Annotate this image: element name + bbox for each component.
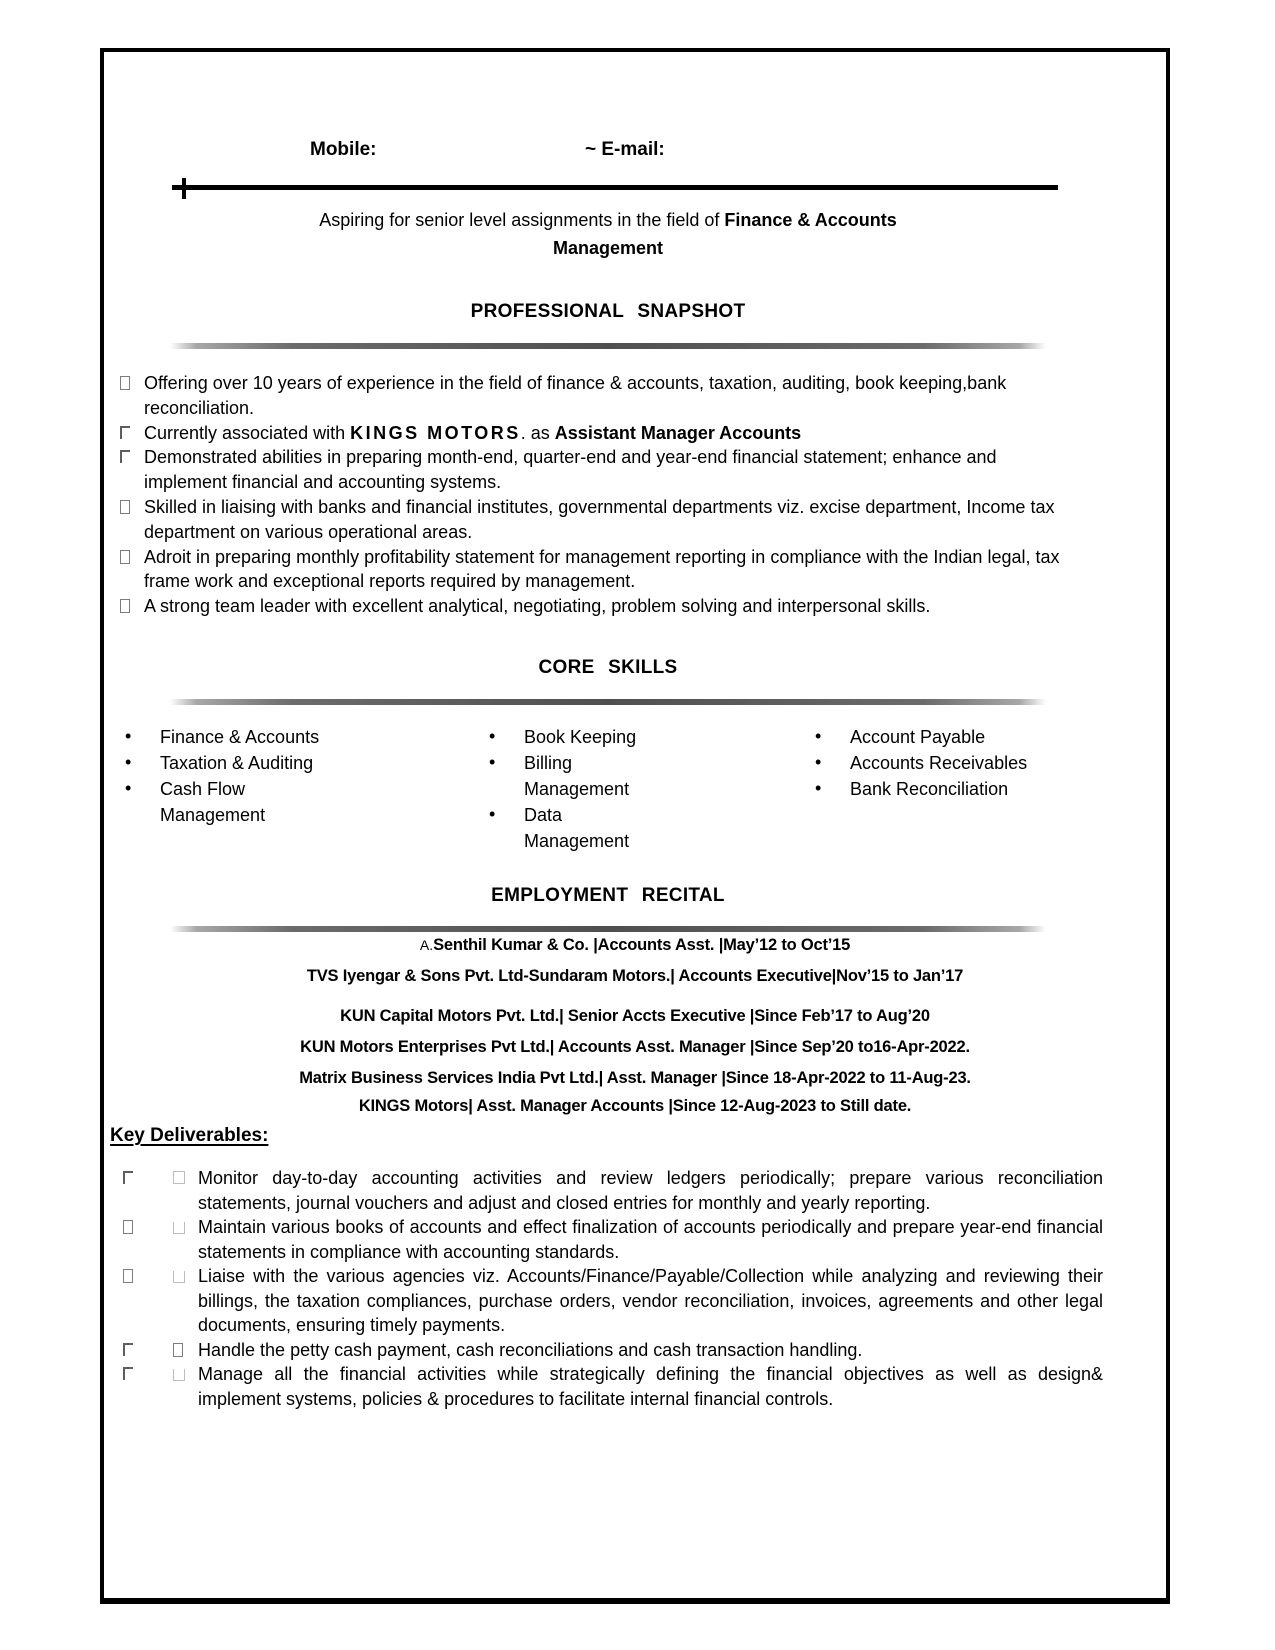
- snapshot-list: [118, 371, 1083, 619]
- skill-item: [125, 776, 320, 828]
- deliverable-item: [118, 1338, 1103, 1363]
- missing-glyph-icon: [173, 1222, 185, 1234]
- snapshot-bullet: [118, 495, 1083, 545]
- deliverable-item: [118, 1362, 1103, 1411]
- snapshot-bullet-text: Skilled in liaising with banks and financial institutes, governmental departments viz. excise department, Income tax department on various operational areas.: [144, 496, 1055, 542]
- employment-entry: [170, 1096, 1100, 1117]
- job-title: Assistant Manager Accounts: [554, 422, 802, 443]
- skill-item: [489, 724, 659, 750]
- employment-entry-text: KUN Capital Motors Pvt. Ltd.| Senior Accts Executive |Since Feb’17 to Aug’20: [340, 1007, 930, 1025]
- bullet-dot-icon: •: [489, 752, 496, 772]
- skill-label: Finance & Accounts: [160, 727, 320, 747]
- bullet-dot-icon: •: [815, 778, 822, 798]
- deliverable-item: [118, 1215, 1103, 1264]
- objective: [170, 206, 1046, 262]
- skill-label: Cash Flow Management: [160, 779, 266, 825]
- missing-glyph-icon: [123, 1343, 133, 1356]
- missing-glyph-icon: [123, 1269, 133, 1283]
- skill-item: [815, 776, 1055, 802]
- employment-entry-text: TVS Iyengar & Sons Pvt. Ltd-Sundaram Motors.| Accounts Executive|Nov’15 to Jan’17: [306, 967, 964, 985]
- missing-glyph-icon: [120, 550, 130, 564]
- company-name: KINGS MOTORS: [350, 422, 521, 443]
- employment-entry: [170, 935, 1100, 956]
- employment-list: [170, 935, 1100, 1117]
- employment-rule: [170, 926, 1046, 932]
- bullet-dot-icon: •: [815, 726, 822, 746]
- snapshot-bullet-text: Offering over 10 years of experience in the field of finance & accounts, taxation, auditing, book keeping,bank reconciliation.: [144, 373, 1007, 418]
- missing-glyph-icon: [173, 1271, 185, 1283]
- snapshot-bullet: [118, 545, 1083, 595]
- missing-glyph-icon: [120, 426, 130, 439]
- deliverable-text: Manage all the financial activities while strategically defining the financial objectives as well as design& implement systems, policies & procedures to facilitate internal financial controls.: [198, 1364, 1103, 1409]
- snapshot-bullet: [118, 421, 1083, 446]
- email-label: ~ E-mail:: [585, 139, 665, 160]
- missing-glyph-icon: [123, 1367, 133, 1380]
- employment-entry-text: KINGS Motors| Asst. Manager Accounts |Since 12-Aug-2023 to Still date.: [358, 1097, 912, 1115]
- header-rule: [172, 185, 1058, 190]
- employment-entry-text: KUN Motors Enterprises Pvt Ltd.| Accounts Asst. Manager |Since Sep’20 to16-Apr-2022.: [300, 1038, 970, 1056]
- skill-item: [125, 724, 320, 750]
- objective-bold-field: Finance & Accounts: [724, 210, 897, 230]
- missing-glyph-icon: [120, 599, 130, 613]
- core-skills-rule: [170, 699, 1046, 705]
- mobile-label: Mobile:: [310, 139, 377, 160]
- skill-label: Book Keeping: [524, 727, 637, 747]
- bullet-dot-icon: •: [815, 752, 822, 772]
- employment-entry: [170, 966, 1100, 987]
- missing-glyph-icon: [123, 1220, 133, 1234]
- snapshot-rule: [170, 343, 1046, 349]
- deliverable-text: Liaise with the various agencies viz. Accounts/Finance/Payable/Collection while analyzing and reviewing their billings, the taxation compliances, purchase orders, vendor reconciliation, invoices, agreements and other legal documents, ensuring timely payments.: [198, 1266, 1103, 1335]
- missing-glyph-icon: [173, 1369, 185, 1381]
- skill-item: [815, 750, 1055, 776]
- missing-glyph-icon: [120, 450, 130, 463]
- deliverable-text: Maintain various books of accounts and effect finalization of accounts periodically and prepare year-end financial statements in compliance with accounting standards.: [198, 1217, 1103, 1262]
- employment-entry: [170, 1068, 1100, 1089]
- skill-label: Accounts Receivables: [850, 753, 1028, 773]
- snapshot-bullet-text: Demonstrated abilities in preparing month-end, quarter-end and year-end financial statement; enhance and implement financial and accounting systems.: [144, 447, 997, 493]
- employment-entry: [170, 1037, 1100, 1058]
- employment-entry-prefix: A.: [419, 937, 434, 953]
- key-deliverables-heading: Key Deliverables:: [110, 1125, 269, 1146]
- bullet-dot-icon: •: [125, 726, 132, 746]
- deliverable-text: Handle the petty cash payment, cash reconciliations and cash transaction handling.: [198, 1339, 863, 1360]
- snapshot-bullet-text: Adroit in preparing monthly profitability statement for management reporting in compliance with the Indian legal, tax frame work and exceptional reports required by management.: [144, 546, 1060, 592]
- missing-glyph-icon: [120, 500, 130, 514]
- deliverable-text: Monitor day-to-day accounting activities and review ledgers periodically; prepare various reconciliation statements, journal vouchers and adjust and closed entries for monthly and yearly reporting.: [198, 1168, 1103, 1213]
- skill-label: Taxation & Auditing: [160, 753, 314, 773]
- missing-glyph-icon: [173, 1171, 185, 1184]
- skill-item: [489, 802, 659, 854]
- snapshot-bullet: [118, 594, 1083, 619]
- missing-glyph-icon: [123, 1171, 133, 1184]
- bullet-dot-icon: •: [489, 804, 496, 824]
- deliverable-item: [118, 1166, 1103, 1215]
- skill-label: Data Management: [524, 805, 630, 851]
- objective-bold-field-2: Management: [552, 238, 664, 258]
- snapshot-bullet-text: Currently associated with: [144, 422, 351, 443]
- core-skills-title: CORE SKILLS: [538, 657, 678, 678]
- snapshot-bullet: [118, 371, 1083, 421]
- snapshot-title: PROFESSIONAL SNAPSHOT: [470, 301, 746, 322]
- employment-title: EMPLOYMENT RECITAL: [491, 885, 725, 906]
- skill-item: [815, 724, 1055, 750]
- snapshot-bullet: [118, 445, 1083, 495]
- snapshot-bullet-text: . as: [520, 422, 555, 443]
- objective-lead: Aspiring for senior level assignments in the field of: [319, 210, 725, 230]
- deliverable-item: [118, 1264, 1103, 1338]
- employment-entry-text: Matrix Business Services India Pvt Ltd.| Asst. Manager |Since 18-Apr-2022 to 11-Aug-23.: [299, 1069, 971, 1087]
- skill-label: Billing Management: [524, 753, 630, 799]
- skills-column-3: [815, 724, 1055, 802]
- bullet-dot-icon: •: [125, 752, 132, 772]
- key-deliverables-list: [118, 1166, 1103, 1411]
- skill-item: [489, 750, 659, 802]
- bullet-dot-icon: •: [125, 778, 132, 798]
- missing-glyph-icon: [120, 376, 130, 390]
- skill-label: Account Payable: [850, 727, 986, 747]
- skill-label: Bank Reconciliation: [850, 779, 1009, 799]
- employment-entry: [170, 1006, 1100, 1027]
- employment-entry-text: Senthil Kumar & Co. |Accounts Asst. |May’12 to Oct’15: [433, 936, 851, 954]
- skills-column-2: [489, 724, 659, 854]
- skills-column-1: [125, 724, 320, 828]
- skill-item: [125, 750, 320, 776]
- missing-glyph-icon: [173, 1343, 183, 1357]
- bullet-dot-icon: •: [489, 726, 496, 746]
- snapshot-bullet-text: A strong team leader with excellent analytical, negotiating, problem solving and interpersonal skills.: [144, 596, 931, 617]
- header-rule-tick: [182, 178, 186, 199]
